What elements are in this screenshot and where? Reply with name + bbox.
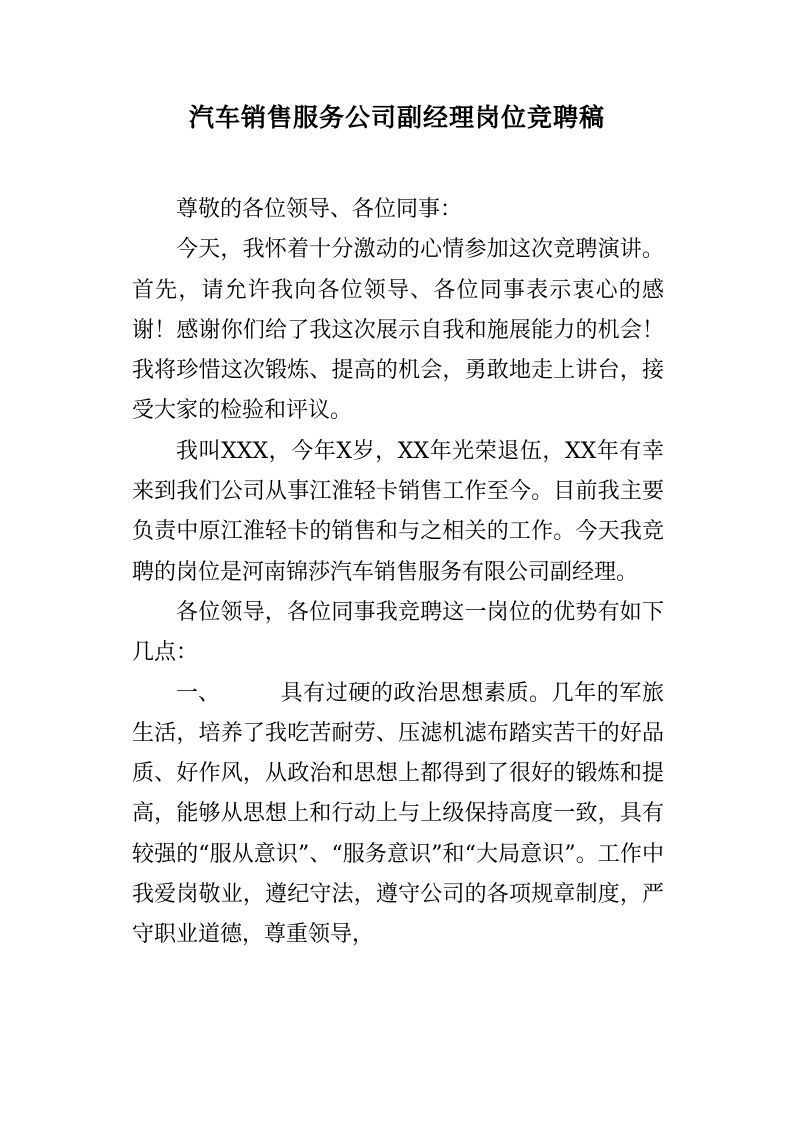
- list-item: [132, 674, 664, 956]
- paragraph-introduction: 我叫XXX，今年X岁，XX年光荣退伍，XX年有幸来到我们公司从事江淮轻卡销售工作至今。目前我主要负责中原江淮轻卡的销售和与之相关的工作。今天我竞聘的岗位是河南锦莎汽车销售服务有限公司副经理。: [132, 438, 664, 585]
- paragraph-opening: 今天，我怀着十分激动的心情参加这次竞聘演讲。首先，请允许我向各位领导、各位同事表示衷心的感谢！感谢你们给了我这次展示自我和施展能力的机会！我将珍惜这次锻炼、提高的机会，勇敢地走上讲台，接受大家的检验和评议。: [132, 237, 664, 424]
- greeting: 尊敬的各位领导、各位同事：: [176, 197, 463, 222]
- document-title: 汽车销售服务公司副经理岗位竞聘稿: [188, 103, 605, 132]
- list-item-text: 具有过硬的政治思想素质。几年的军旅生活，培养了我吃苦耐劳、压滤机滤布踏实苦干的好品质、好作风，从政治和思想上都得到了很好的锻炼和提高，能够从思想上和行动上与上级保持高度一致，具有较强的“服从意识”、“服务意识”和“大局意识”。工作中我爱岗敬业，遵纪守法，遵守公司的各项规章制度，严守职业道德，尊重领导，: [132, 680, 664, 948]
- list-item-number: 一、: [176, 680, 221, 706]
- paragraph-advantages-intro: 各位领导，各位同事我竞聘这一岗位的优势有如下几点：: [132, 599, 664, 666]
- document-body: [132, 190, 664, 956]
